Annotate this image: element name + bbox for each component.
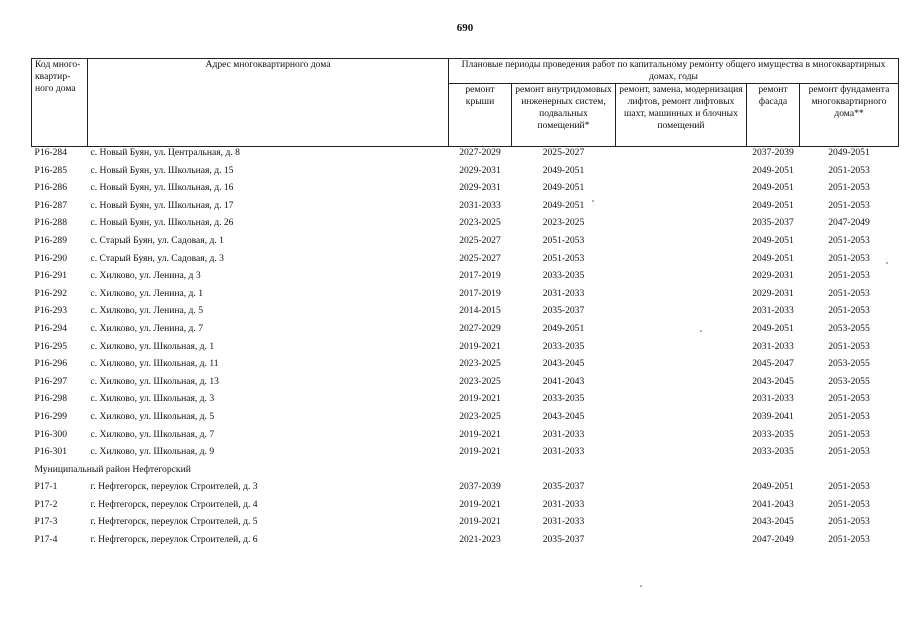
cell-lifts <box>616 516 747 534</box>
cell-roof: 2029-2031 <box>459 164 501 176</box>
cell-facade: 2049-2051 <box>752 252 794 264</box>
cell-lifts <box>616 147 747 165</box>
cell-code: Р16-301 <box>34 446 68 458</box>
cell-lifts <box>616 165 747 183</box>
cell-roof: 2027-2029 <box>459 322 501 334</box>
cell-code: Р16-293 <box>34 305 68 317</box>
cell-lifts <box>616 253 747 271</box>
cell-systems: 2031-2033 <box>542 446 585 458</box>
cell-lifts <box>616 217 747 235</box>
table-row <box>32 288 899 306</box>
scan-speck <box>640 585 642 587</box>
cell-facade: 2041-2043 <box>752 498 794 510</box>
cell-systems: 2049-2051 <box>542 164 585 176</box>
table-row <box>32 341 899 359</box>
cell-address: с. Хилково, ул. Школьная, д. 1 <box>90 340 215 352</box>
cell-systems: 2041-2043 <box>542 375 585 387</box>
cell-foundation: 2051-2053 <box>828 446 870 458</box>
cell-systems: 2035-2037 <box>542 534 585 546</box>
cell-systems: 2033-2035 <box>542 270 585 282</box>
cell-systems: 2031-2033 <box>542 516 585 528</box>
cell-facade: 2049-2051 <box>752 481 794 493</box>
table-row <box>32 534 899 552</box>
cell-systems: 2051-2053 <box>542 252 585 264</box>
table-row <box>32 446 899 464</box>
cell-systems: 2033-2035 <box>542 340 585 352</box>
cell-roof: 2025-2027 <box>459 234 501 246</box>
cell-lifts <box>616 341 747 359</box>
cell-foundation: 2047-2049 <box>828 217 870 229</box>
cell-code: Р16-297 <box>34 375 68 387</box>
cell-roof: 2017-2019 <box>459 270 501 282</box>
table-row <box>32 270 899 288</box>
cell-address: с. Старый Буян, ул. Садовая, д. 3 <box>90 252 224 264</box>
cell-lifts <box>616 499 747 517</box>
table-row <box>32 429 899 447</box>
cell-systems: 2023-2025 <box>542 217 585 229</box>
header-lifts: ремонт, замена, модернизация лифтов, ремонт лифтовых шахт, машинных и блочных помещений <box>616 84 747 147</box>
table-row <box>32 235 899 253</box>
cell-foundation: 2051-2053 <box>828 516 870 528</box>
table-row <box>32 253 899 271</box>
cell-roof: 2021-2023 <box>459 534 501 546</box>
cell-facade: 2033-2035 <box>752 428 794 440</box>
cell-address: с. Новый Буян, ул. Школьная, д. 17 <box>90 199 234 211</box>
cell-address: с. Новый Буян, ул. Школьная, д. 16 <box>90 182 234 194</box>
cell-code: Р16-284 <box>34 147 68 158</box>
cell-code: Р16-288 <box>34 217 68 229</box>
cell-lifts <box>616 446 747 464</box>
cell-roof: 2019-2021 <box>459 393 501 405</box>
cell-foundation: 2051-2053 <box>828 182 870 194</box>
cell-foundation: 2051-2053 <box>828 481 870 493</box>
cell-facade: 2031-2033 <box>752 340 794 352</box>
cell-address: с. Хилково, ул. Школьная, д. 7 <box>90 428 215 440</box>
cell-facade: 2049-2051 <box>752 199 794 211</box>
cell-systems: 2049-2051 <box>542 322 585 334</box>
cell-lifts <box>616 200 747 218</box>
table-row <box>32 516 899 534</box>
cell-facade: 2033-2035 <box>752 446 794 458</box>
cell-code: Р17-1 <box>34 481 58 493</box>
cell-lifts <box>616 481 747 499</box>
cell-systems: 2049-2051 <box>542 199 585 211</box>
cell-systems: 2031-2033 <box>542 287 585 299</box>
cell-code: Р16-285 <box>34 164 68 176</box>
table-row <box>32 182 899 200</box>
cell-lifts <box>616 429 747 447</box>
table-body <box>32 147 899 552</box>
cell-roof: 2037-2039 <box>459 481 501 493</box>
header-code: Код много-квартир-ного дома <box>32 59 88 147</box>
cell-lifts <box>616 393 747 411</box>
cell-facade: 2045-2047 <box>752 358 794 370</box>
cell-systems: 2031-2033 <box>542 498 585 510</box>
cell-foundation: 2051-2053 <box>828 410 870 422</box>
cell-facade: 2043-2045 <box>752 375 794 387</box>
cell-systems: 2043-2045 <box>542 358 585 370</box>
header-address: Адрес многоквартирного дома <box>88 59 449 147</box>
cell-lifts <box>616 411 747 429</box>
cell-roof: 2014-2015 <box>459 305 501 317</box>
cell-facade: 2037-2039 <box>752 147 794 158</box>
cell-foundation: 2053-2055 <box>828 358 870 370</box>
cell-systems: 2025-2027 <box>542 147 585 158</box>
cell-systems: 2043-2045 <box>542 410 585 422</box>
cell-facade: 2031-2033 <box>752 393 794 405</box>
cell-foundation: 2049-2051 <box>828 147 870 158</box>
cell-facade: 2031-2033 <box>752 305 794 317</box>
cell-facade: 2049-2051 <box>752 164 794 176</box>
cell-facade: 2049-2051 <box>752 322 794 334</box>
cell-foundation: 2051-2053 <box>828 164 870 176</box>
cell-roof: 2019-2021 <box>459 516 501 528</box>
cell-lifts <box>616 358 747 376</box>
cell-systems: 2035-2037 <box>542 481 585 493</box>
table-row <box>32 481 899 499</box>
header-facade: ремонт фасада <box>747 84 800 147</box>
cell-code: Р17-3 <box>34 516 58 528</box>
cell-address: с. Хилково, ул. Ленина, д 3 <box>90 270 201 282</box>
cell-address: г. Нефтегорск, переулок Строителей, д. 3 <box>90 481 258 493</box>
cell-roof: 2031-2033 <box>459 199 501 211</box>
cell-foundation: 2053-2055 <box>828 322 870 334</box>
table-row <box>32 305 899 323</box>
cell-code: Р16-287 <box>34 199 68 211</box>
cell-address: с. Хилково, ул. Ленина, д. 1 <box>90 287 204 299</box>
cell-foundation: 2051-2053 <box>828 234 870 246</box>
table-row <box>32 411 899 429</box>
table-row <box>32 200 899 218</box>
cell-code: Р16-298 <box>34 393 68 405</box>
table-row <box>32 217 899 235</box>
cell-facade: 2049-2051 <box>752 182 794 194</box>
cell-roof: 2023-2025 <box>459 410 501 422</box>
cell-code: Р16-299 <box>34 410 68 422</box>
cell-code: Р16-289 <box>34 234 68 246</box>
section-title: Муниципальный район Нефтегорский <box>34 463 191 475</box>
cell-roof: 2027-2029 <box>459 147 501 158</box>
cell-lifts <box>616 288 747 306</box>
cell-roof: 2023-2025 <box>459 217 501 229</box>
cell-roof: 2019-2021 <box>459 498 501 510</box>
cell-code: Р16-300 <box>34 428 68 440</box>
cell-address: с. Хилково, ул. Ленина, д. 5 <box>90 305 204 317</box>
header-roof: ремонт крыши <box>449 84 512 147</box>
cell-foundation: 2051-2053 <box>828 428 870 440</box>
table-row <box>32 165 899 183</box>
scan-speck <box>700 330 702 332</box>
cell-lifts <box>616 270 747 288</box>
cell-code: Р16-294 <box>34 322 68 334</box>
cell-roof: 2023-2025 <box>459 358 501 370</box>
cell-facade: 2029-2031 <box>752 287 794 299</box>
cell-address: с. Хилково, ул. Школьная, д. 3 <box>90 393 215 405</box>
cell-systems: 2051-2053 <box>542 234 585 246</box>
cell-roof: 2029-2031 <box>459 182 501 194</box>
cell-code: Р16-286 <box>34 182 68 194</box>
cell-facade: 2029-2031 <box>752 270 794 282</box>
cell-foundation: 2051-2053 <box>828 534 870 546</box>
table-row <box>32 147 899 165</box>
header-foundation: ремонт фундамента многоквартирного дома** <box>800 84 899 147</box>
cell-code: Р17-4 <box>34 534 58 546</box>
table-row <box>32 323 899 341</box>
cell-address: с. Хилково, ул. Школьная, д. 9 <box>90 446 215 458</box>
cell-address: с. Хилково, ул. Ленина, д. 7 <box>90 322 204 334</box>
repair-schedule-table <box>31 58 899 552</box>
table-row <box>32 358 899 376</box>
cell-lifts <box>616 182 747 200</box>
cell-lifts <box>616 305 747 323</box>
cell-foundation: 2051-2053 <box>828 252 870 264</box>
cell-roof: 2019-2021 <box>459 428 501 440</box>
cell-code: Р16-296 <box>34 358 68 370</box>
cell-address: с. Новый Буян, ул. Центральная, д. 8 <box>90 147 240 158</box>
cell-facade: 2049-2051 <box>752 234 794 246</box>
cell-address: с. Хилково, ул. Школьная, д. 11 <box>90 358 219 370</box>
cell-systems: 2031-2033 <box>542 428 585 440</box>
cell-address: г. Нефтегорск, переулок Строителей, д. 5 <box>90 516 258 528</box>
table-row <box>32 393 899 411</box>
cell-roof: 2023-2025 <box>459 375 501 387</box>
header-periods: Плановые периоды проведения работ по капитальному ремонту общего имущества в многоквартирных домах, годы <box>449 59 899 84</box>
cell-foundation: 2053-2055 <box>828 375 870 387</box>
cell-foundation: 2051-2053 <box>828 270 870 282</box>
cell-foundation: 2051-2053 <box>828 340 870 352</box>
cell-lifts <box>616 235 747 253</box>
cell-lifts <box>616 376 747 394</box>
cell-address: с. Хилково, ул. Школьная, д. 13 <box>90 375 219 387</box>
page-number: 690 <box>456 22 474 34</box>
cell-systems: 2049-2051 <box>542 182 585 194</box>
cell-systems: 2035-2037 <box>542 305 585 317</box>
cell-facade: 2043-2045 <box>752 516 794 528</box>
cell-code: Р16-292 <box>34 287 68 299</box>
cell-roof: 2019-2021 <box>459 446 501 458</box>
section-row <box>32 464 899 482</box>
cell-facade: 2039-2041 <box>752 410 794 422</box>
table-row <box>32 499 899 517</box>
cell-facade: 2035-2037 <box>752 217 794 229</box>
cell-address: с. Старый Буян, ул. Садовая, д. 1 <box>90 234 224 246</box>
cell-roof: 2017-2019 <box>459 287 501 299</box>
cell-code: Р16-295 <box>34 340 68 352</box>
cell-systems: 2033-2035 <box>542 393 585 405</box>
cell-roof: 2019-2021 <box>459 340 501 352</box>
cell-address: г. Нефтегорск, переулок Строителей, д. 6 <box>90 534 258 546</box>
cell-code: Р17-2 <box>34 498 58 510</box>
cell-code: Р16-291 <box>34 270 68 282</box>
cell-foundation: 2051-2053 <box>828 287 870 299</box>
scan-speck <box>886 262 888 264</box>
cell-lifts <box>616 534 747 552</box>
cell-code: Р16-290 <box>34 252 68 264</box>
cell-foundation: 2051-2053 <box>828 199 870 211</box>
cell-foundation: 2051-2053 <box>828 305 870 317</box>
cell-address: с. Хилково, ул. Школьная, д. 5 <box>90 410 215 422</box>
cell-foundation: 2051-2053 <box>828 498 870 510</box>
cell-address: с. Новый Буян, ул. Школьная, д. 26 <box>90 217 234 229</box>
cell-address: г. Нефтегорск, переулок Строителей, д. 4 <box>90 498 258 510</box>
cell-foundation: 2051-2053 <box>828 393 870 405</box>
table-row <box>32 376 899 394</box>
cell-address: с. Новый Буян, ул. Школьная, д. 15 <box>90 164 234 176</box>
cell-facade: 2047-2049 <box>752 534 794 546</box>
header-systems: ремонт внутридомовых инженерных систем, подвальных помещений* <box>512 84 616 147</box>
cell-roof: 2025-2027 <box>459 252 501 264</box>
cell-lifts <box>616 323 747 341</box>
scan-speck <box>592 200 594 202</box>
